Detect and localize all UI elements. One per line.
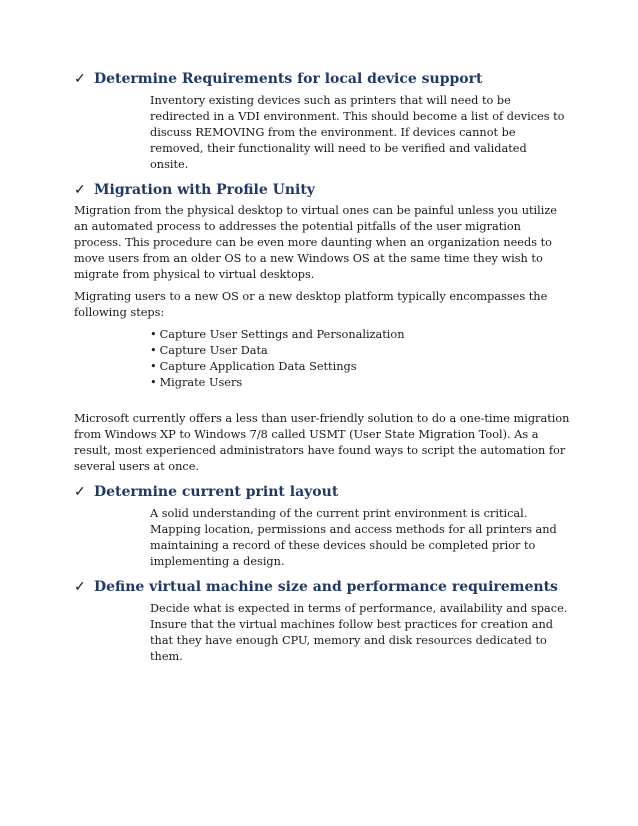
bullet-icon: • bbox=[150, 360, 157, 373]
bullet-icon: • bbox=[150, 344, 157, 357]
heading-text: Determine current print layout bbox=[94, 484, 339, 500]
paragraph: Migrating users to a new OS or a new desktop platform typically encompasses the following steps: bbox=[74, 290, 548, 319]
checkmark-icon: ✓ bbox=[74, 579, 86, 595]
section-print-layout bbox=[74, 481, 574, 570]
checkmark-icon: ✓ bbox=[74, 182, 86, 198]
section-heading bbox=[74, 576, 574, 598]
steps-list bbox=[150, 327, 574, 391]
heading-text: Define virtual machine size and performance requirements bbox=[94, 579, 558, 595]
section-device-support bbox=[74, 68, 574, 173]
section-text: A solid understanding of the current print environment is critical. Mapping location, permissions and access methods for all printers and maintaining a record of these devices should be completed prior to implementing a design. bbox=[150, 507, 557, 568]
checkmark-icon: ✓ bbox=[74, 71, 86, 87]
paragraph: Migration from the physical desktop to virtual ones can be painful unless you utilize an automated process to addresses the potential pitfalls of the user migration process. This procedure can be even more daunting when an organization needs to move users from an older OS to a new Windows OS at the same time they wish to migrate from physical to virtual desktops. bbox=[74, 204, 557, 281]
section-text: Inventory existing devices such as printers that will need to be redirected in a VDI environment. This should become a list of devices to discuss REMOVING from the environment. If devices cannot be removed, their functionality will need to be verified and validated onsite. bbox=[150, 94, 565, 171]
section-heading bbox=[74, 179, 574, 201]
section-vm-size bbox=[74, 576, 574, 665]
document-page bbox=[74, 68, 574, 671]
section-profile-unity bbox=[74, 179, 574, 475]
bullet-icon: • bbox=[150, 328, 157, 341]
heading-text: Determine Requirements for local device support bbox=[94, 71, 483, 87]
list-item: • Capture User Data bbox=[150, 344, 268, 357]
checkmark-icon: ✓ bbox=[74, 484, 86, 500]
section-heading bbox=[74, 481, 574, 503]
paragraph: Microsoft currently offers a less than user-friendly solution to do a one-time migration from Windows XP to Windows 7/8 called USMT (User State Migration Tool). As a result, most experienced administrators have found ways to script the automation for several users at once. bbox=[74, 412, 570, 473]
bullet-icon: • bbox=[150, 376, 157, 389]
list-item: • Migrate Users bbox=[150, 376, 243, 389]
section-text: Decide what is expected in terms of performance, availability and space. Insure that the virtual machines follow best practices for creation and that they have enough CPU, memory and disk resources dedicated to them. bbox=[150, 602, 568, 663]
list-item: • Capture Application Data Settings bbox=[150, 360, 357, 373]
section-heading bbox=[74, 68, 574, 90]
list-item: • Capture User Settings and Personalization bbox=[150, 328, 405, 341]
heading-text: Migration with Profile Unity bbox=[94, 182, 315, 198]
